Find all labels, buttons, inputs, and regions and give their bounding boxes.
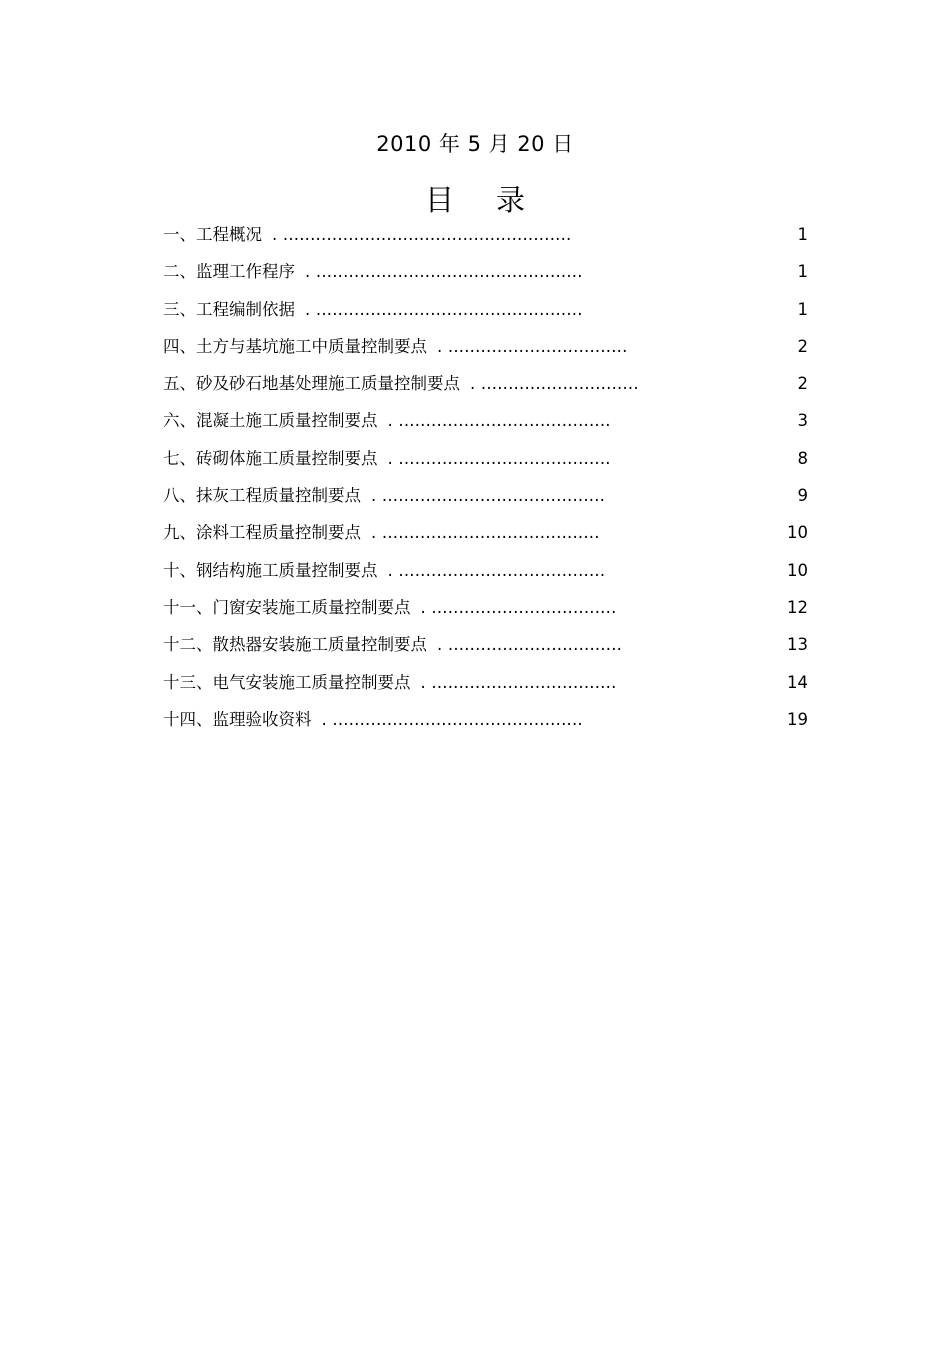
- toc-entry-label: 八、抹灰工程质量控制要点: [163, 486, 361, 506]
- toc-leader: . .................................: [437, 336, 628, 356]
- toc-page-number: 8: [797, 448, 808, 468]
- toc-entry-label: 十、钢结构施工质量控制要点: [163, 560, 378, 580]
- toc-leader: . .....................................................: [272, 225, 572, 244]
- toc-leader: . .......................................: [387, 448, 611, 468]
- toc-page-number: 9: [797, 486, 808, 506]
- toc-entry-label: 二、监理工作程序: [163, 262, 295, 282]
- toc-page-number: 2: [797, 374, 808, 394]
- toc-leader: . .................................................: [305, 262, 583, 282]
- toc-title: [0, 178, 950, 219]
- table-of-contents: [163, 222, 808, 744]
- toc-entry-label: 十一、门窗安装施工质量控制要点: [163, 597, 411, 617]
- toc-entry[interactable]: [163, 446, 808, 483]
- toc-entry[interactable]: [163, 707, 808, 744]
- toc-leader: . ..............................................: [321, 709, 583, 729]
- toc-title-char: 录: [496, 183, 526, 217]
- toc-page-number: 19: [787, 709, 808, 729]
- toc-title-char: 目: [424, 183, 454, 217]
- toc-entry[interactable]: [163, 520, 808, 557]
- toc-entry-label: 三、工程编制依据: [163, 299, 295, 319]
- toc-leader: . .................................................: [305, 299, 583, 319]
- toc-entry-label: 十四、监理验收资料: [163, 709, 312, 729]
- toc-entry-label: 一、工程概况: [163, 225, 262, 244]
- toc-entry[interactable]: [163, 259, 808, 296]
- toc-page-number: 12: [787, 597, 808, 617]
- toc-leader: . .......................................: [387, 411, 611, 431]
- toc-entry-label: 五、砂及砂石地基处理施工质量控制要点: [163, 374, 460, 394]
- toc-entry[interactable]: [163, 483, 808, 520]
- toc-entry-label: 四、土方与基坑施工中质量控制要点: [163, 336, 427, 356]
- toc-entry-label: 十三、电气安装施工质量控制要点: [163, 672, 411, 692]
- toc-leader: . ........................................: [371, 523, 600, 543]
- toc-entry[interactable]: [163, 408, 808, 445]
- toc-page-number: 13: [787, 635, 808, 655]
- toc-entry[interactable]: [163, 558, 808, 595]
- toc-page-number: 1: [797, 299, 808, 319]
- toc-leader: . ......................................: [387, 560, 606, 580]
- toc-page-number: 1: [797, 225, 808, 244]
- toc-page-number: 1: [797, 262, 808, 282]
- toc-entry-label: 十二、散热器安装施工质量控制要点: [163, 635, 427, 655]
- toc-entry-label: 七、砖砌体施工质量控制要点: [163, 448, 378, 468]
- toc-entry[interactable]: [163, 632, 808, 669]
- toc-page-number: 2: [797, 336, 808, 356]
- toc-entry[interactable]: [163, 371, 808, 408]
- toc-page-number: 10: [787, 560, 808, 580]
- toc-leader: . ..................................: [420, 672, 617, 692]
- toc-leader: . ................................: [437, 635, 623, 655]
- toc-leader: . .............................: [470, 374, 639, 394]
- toc-entry-label: 六、混凝土施工质量控制要点: [163, 411, 378, 431]
- toc-entry[interactable]: [163, 595, 808, 632]
- toc-entry[interactable]: [163, 297, 808, 334]
- toc-leader: . ..................................: [420, 597, 617, 617]
- toc-page-number: 14: [787, 672, 808, 692]
- toc-page-number: 10: [787, 523, 808, 543]
- toc-entry[interactable]: [163, 334, 808, 371]
- toc-leader: . .........................................: [371, 486, 606, 506]
- document-date: 2010 年 5 月 20 日: [376, 132, 574, 156]
- toc-entry[interactable]: [163, 222, 808, 259]
- toc-entry-label: 九、涂料工程质量控制要点: [163, 523, 361, 543]
- toc-page-number: 3: [797, 411, 808, 431]
- toc-entry[interactable]: [163, 670, 808, 707]
